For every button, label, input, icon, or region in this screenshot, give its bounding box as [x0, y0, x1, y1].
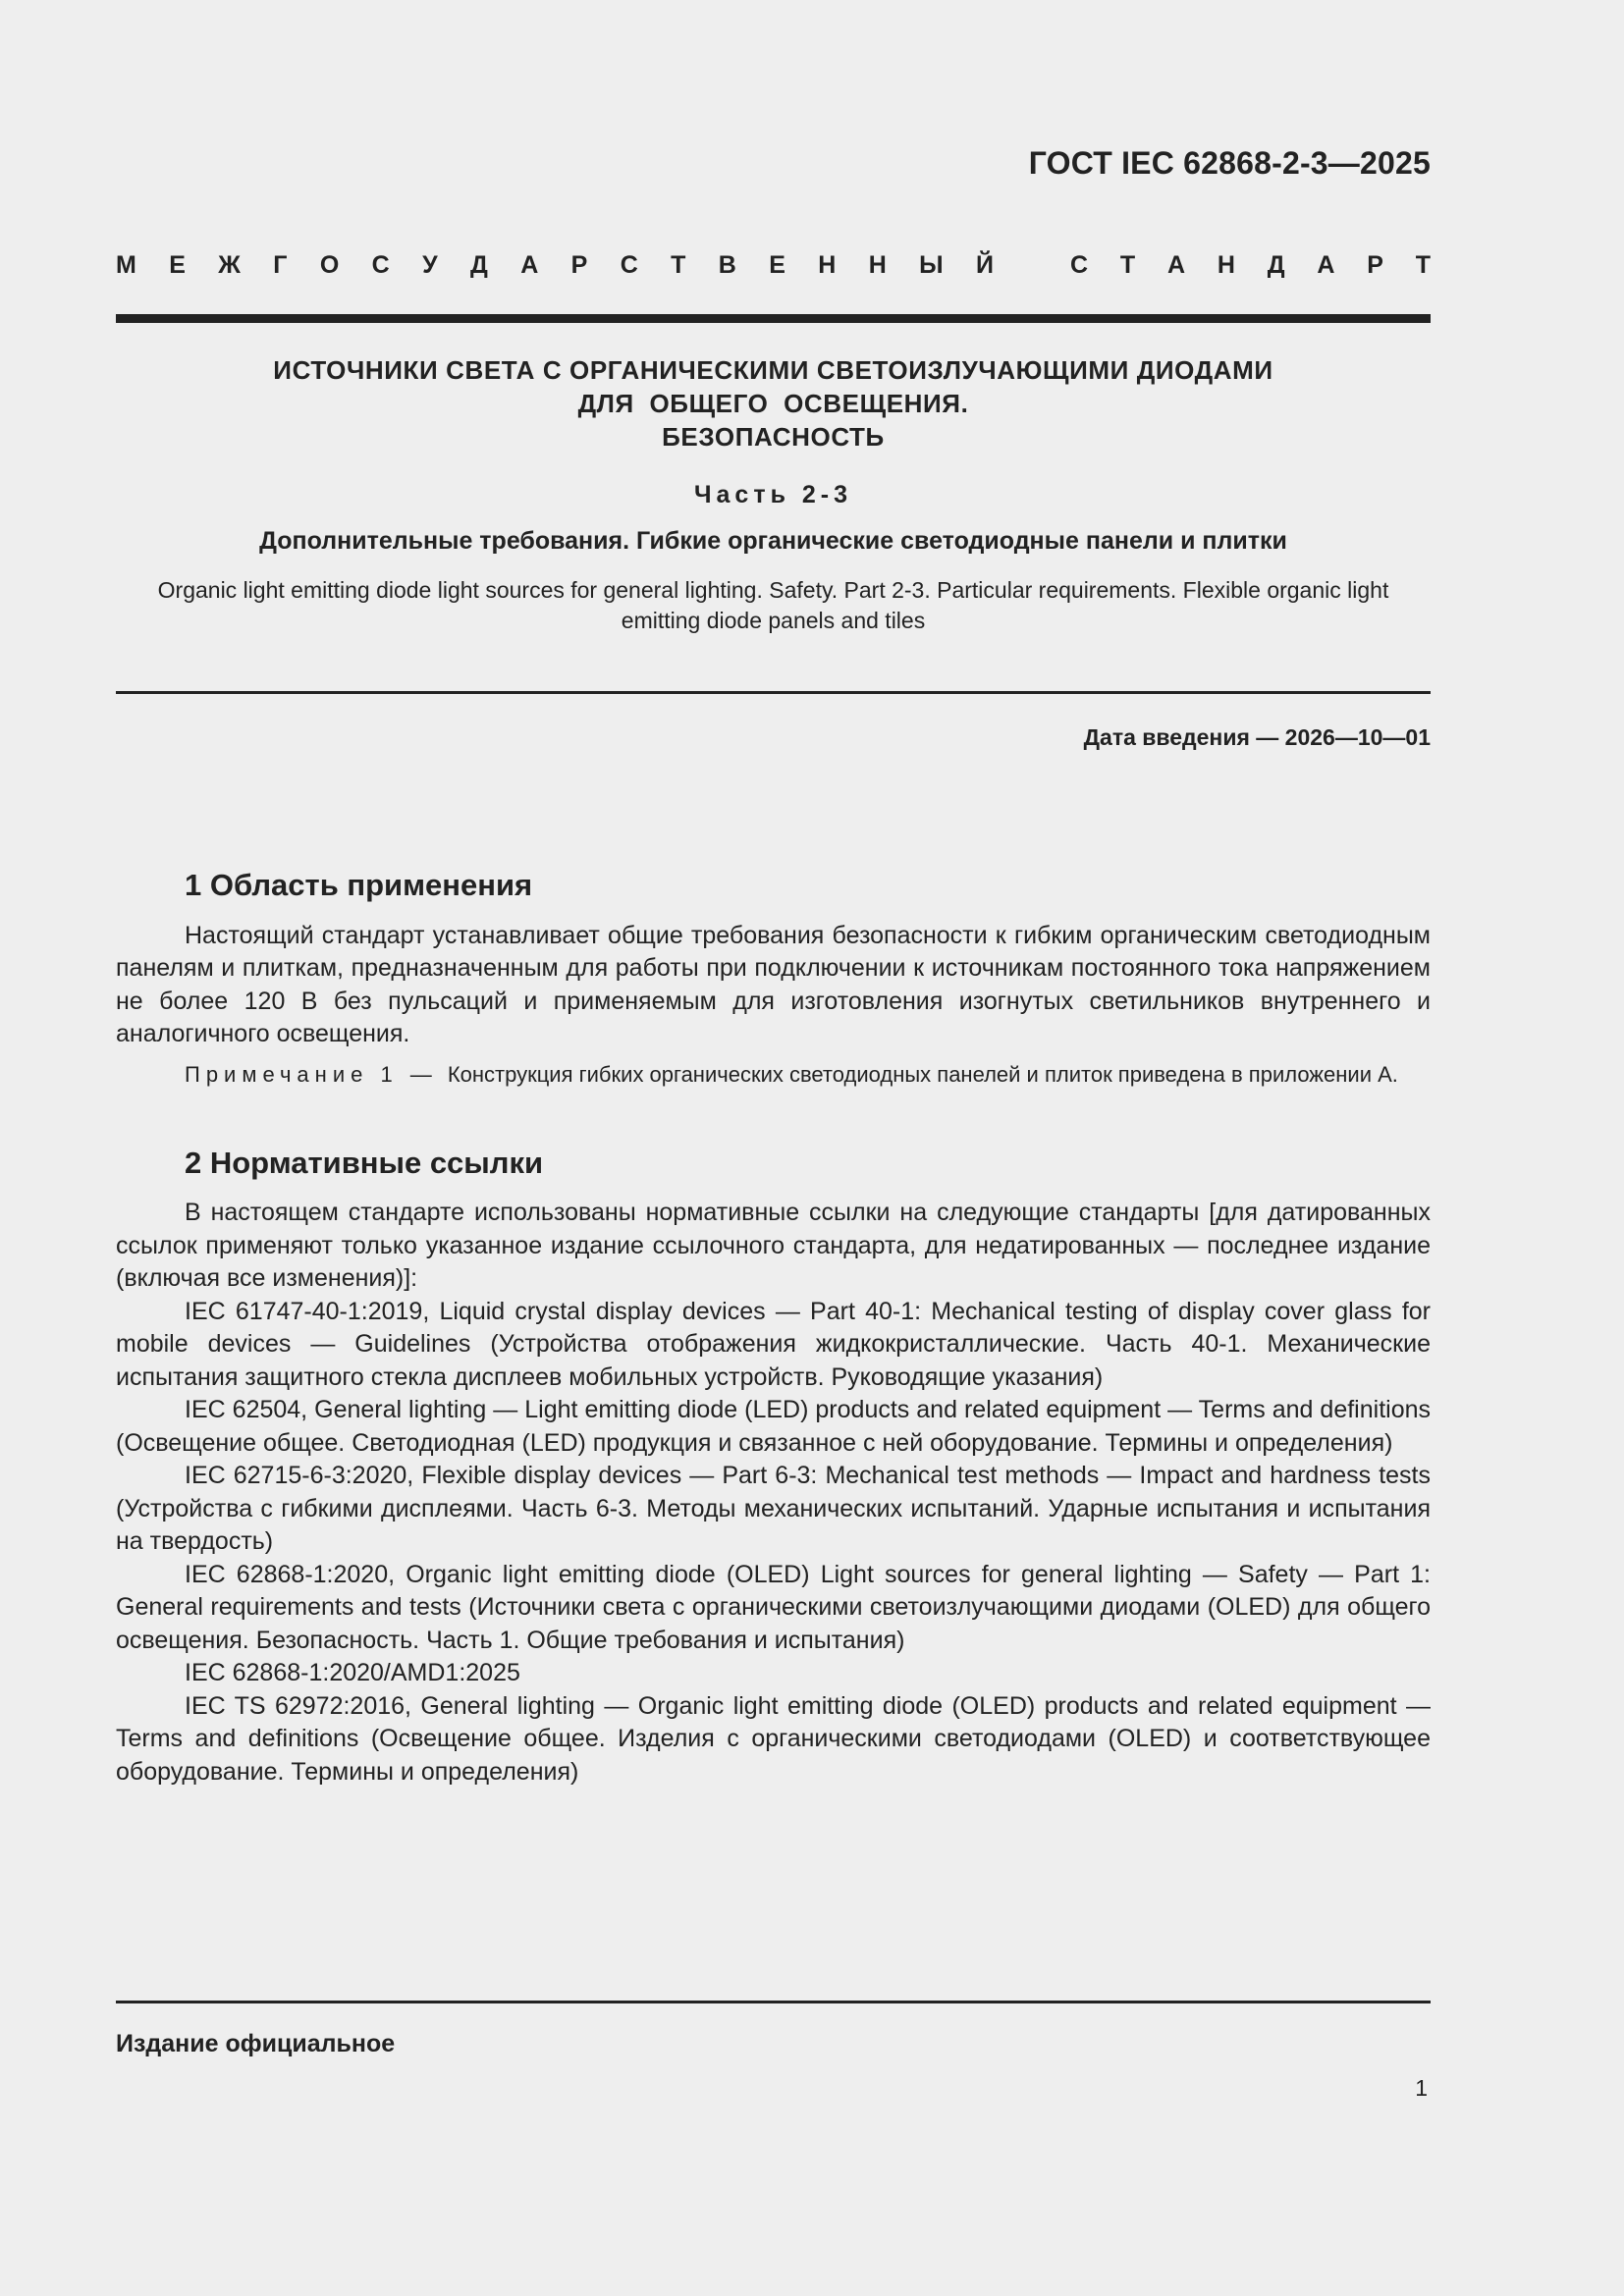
banner-letter: Н [1217, 251, 1235, 279]
banner-letter: Ы [919, 251, 944, 279]
banner-letter: Г [273, 251, 288, 279]
note-text: Конструкция гибких органических светодиодных панелей и плиток приведена в приложении А. [447, 1061, 1398, 1087]
title-line: БЕЗОПАСНОСТЬ [662, 422, 885, 452]
introduction-date: Дата введения — 2026—10—01 [1083, 724, 1431, 750]
banner-letter: Н [868, 251, 887, 279]
banner-letter: А [1317, 251, 1335, 279]
banner-letter: Н [818, 251, 837, 279]
banner-letter: Е [769, 251, 785, 279]
title-russian [116, 353, 1431, 454]
banner-letter: В [718, 251, 736, 279]
subtitle-russian: Дополнительные требования. Гибкие органические светодиодные панели и плитки [259, 527, 1287, 555]
page-number: 1 [1415, 2075, 1428, 2101]
interstate-word [116, 251, 994, 280]
banner-letter: С [371, 251, 390, 279]
interstate-standard-banner [116, 251, 1431, 280]
banner-letter: Е [169, 251, 186, 279]
standard-number: ГОСТ IEC 62868-2-3—2025 [1028, 145, 1431, 181]
banner-letter: Т [1119, 251, 1136, 279]
header-divider [116, 314, 1431, 323]
title-divider [116, 691, 1431, 694]
banner-letter: С [1070, 251, 1089, 279]
banner-letter: А [520, 251, 539, 279]
banner-letter: О [319, 251, 340, 279]
title-block [116, 353, 1431, 636]
banner-letter: У [422, 251, 438, 279]
footer-divider [116, 2001, 1431, 2003]
references-intro: В настоящем стандарте использованы нормативные ссылки на следующие стандарты [для датированных ссылок применяют только указанное издание ссылочного стандарта, для недатированных — последнее издание (включая все изменения)]: [116, 1199, 1431, 1292]
section-heading: 1 Область применения [185, 868, 533, 902]
section-heading: 2 Нормативные ссылки [185, 1145, 544, 1180]
banner-letter: Р [570, 251, 588, 279]
banner-letter: М [116, 251, 136, 279]
note-label: Примечание 1 — [185, 1061, 438, 1087]
banner-letter: С [620, 251, 638, 279]
title-line: ДЛЯ ОБЩЕГО ОСВЕЩЕНИЯ. [577, 389, 969, 418]
reference-item: IEC 62868-1:2020, Organic light emitting diode (OLED) Light sources for general lighting — Safety — Part 1: General requirements and tests (Источники света с органическими светоизлучающими диодами (OLED) для общего освещения. Безопасность. Часть 1. Общие требования и испытания) [116, 1560, 1431, 1654]
banner-letter: Т [1415, 251, 1431, 279]
reference-item: IEC 62715-6-3:2020, Flexible display devices — Part 6-3: Mechanical test methods — Impact and hardness tests (Устройства с гибкими дисплеями. Часть 6-3. Методы механических испытаний. Ударные испытания и испытания на твердость) [116, 1462, 1431, 1555]
banner-letter: Й [976, 251, 994, 279]
reference-item: IEC 62504, General lighting — Light emitting diode (LED) products and related equipment — Terms and definitions (Освещение общее. Светодиодная (LED) продукция и связанное с ней оборудование. Термины и определения) [116, 1396, 1431, 1457]
reference-item: IEC 61747-40-1:2019, Liquid crystal display devices — Part 40-1: Mechanical testing of display cover glass for mobile devices — Guidelines (Устройства отображения жидкокристаллические. Часть 40-1. Механические испытания защитного стекла дисплеев мобильных устройств. Руководящие указания) [116, 1297, 1431, 1391]
section-gap [116, 1090, 1431, 1147]
reference-item: IEC TS 62972:2016, General lighting — Organic light emitting diode (OLED) products and related equipment — Terms and definitions (Освещение общее. Изделия с органическими светодиодами (OLED) и соответствующее оборудование. Термины и определения) [116, 1691, 1431, 1786]
banner-letter: Д [470, 251, 488, 279]
banner-letter: Ж [218, 251, 241, 279]
scope-paragraph: Настоящий стандарт устанавливает общие требования безопасности к гибким органическим светодиодным панелям и плиткам, предназначенным для работы при подключении к источникам постоянного тока напряжением не более 120 В без пульсаций и применяемым для изготовления изогнутых светильников внутреннего и аналогичного освещения. [116, 921, 1431, 1047]
reference-item: IEC 62868-1:2020/AMD1:2025 [185, 1659, 520, 1686]
banner-letter: А [1166, 251, 1186, 279]
banner-letter: Д [1267, 251, 1285, 279]
title-line: ИСТОЧНИКИ СВЕТА С ОРГАНИЧЕСКИМИ СВЕТОИЗЛУЧАЮЩИМИ ДИОДАМИ [273, 355, 1273, 385]
document-body [116, 869, 1431, 1789]
standard-word [1070, 251, 1431, 280]
banner-letter: Р [1367, 251, 1383, 279]
title-english: Organic light emitting diode light sources for general lighting. Safety. Part 2-3. Particular requirements. Flexible organic light emitting diode panels and tiles [157, 577, 1389, 633]
note [116, 1059, 1431, 1090]
banner-letter: Т [671, 251, 686, 279]
part-label: Часть 2-3 [693, 481, 853, 508]
official-edition-label: Издание официальное [116, 2030, 396, 2057]
